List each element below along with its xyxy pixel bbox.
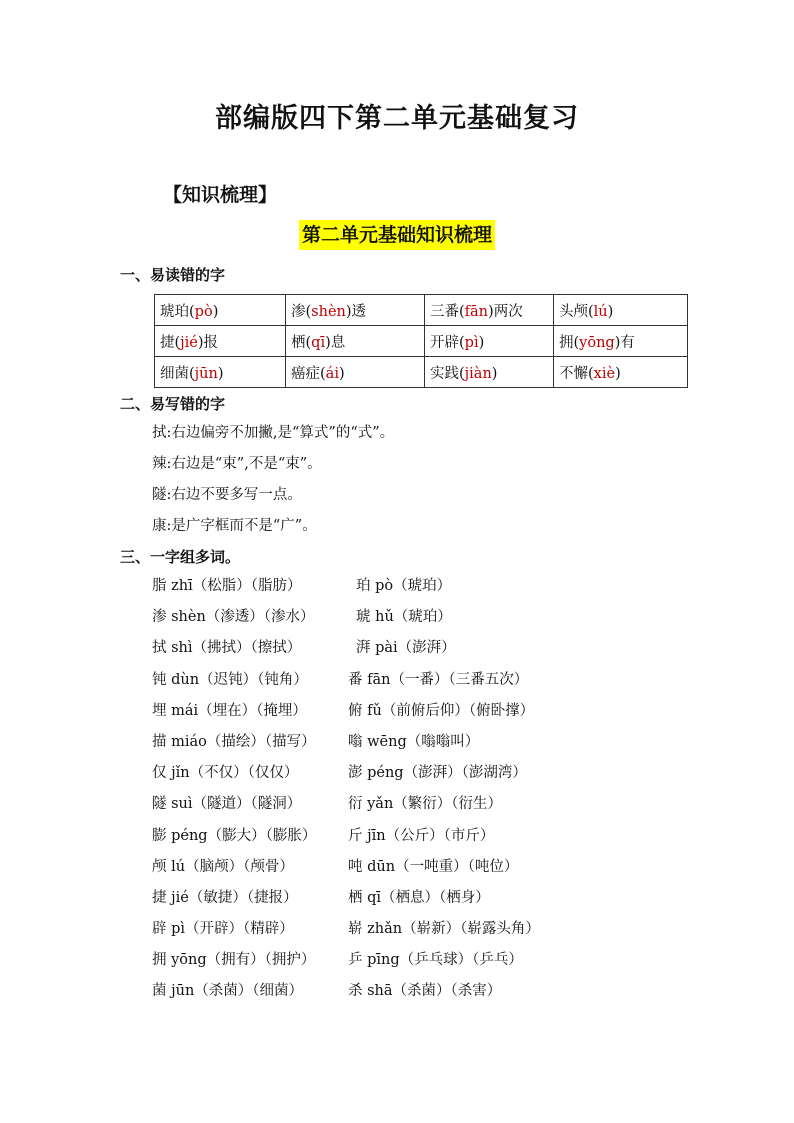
table-cell (286, 357, 425, 388)
word-group-right: 俯 fǔ（前俯后仰）（俯卧撑） (348, 702, 535, 719)
word-group-right: 斤 jīn（公斤）（市斤） (348, 827, 495, 844)
word-text: ) (478, 334, 485, 351)
word-group-row (152, 758, 612, 789)
word-group-left: 膨 péng（膨大）（膨胀） (152, 827, 317, 844)
page-title: 部编版四下第二单元基础复习 (215, 103, 579, 134)
word-group-left: 拭 shì（拂拭）（擦拭） (152, 640, 302, 657)
word-group-row (152, 945, 612, 976)
pinyin: ái (325, 365, 339, 382)
word-group-right: 乒 pīng（乒乓球）（乒乓） (348, 952, 523, 969)
table-row (155, 326, 688, 357)
word-group-row (152, 571, 612, 602)
word-text: 捷( (160, 334, 181, 351)
word-text: ) (607, 303, 614, 320)
word-group-row (152, 602, 612, 633)
word-group-left: 隧 suì（隧道）（隧洞） (152, 796, 302, 813)
word-group-left: 菌 jūn（杀菌）（细菌） (152, 983, 304, 1000)
word-text: 细菌( (160, 365, 195, 382)
word-group-right: 珀 pò（琥珀） (356, 578, 452, 594)
pinyin: jié (180, 334, 198, 351)
word-text: ) (338, 365, 345, 382)
word-group-row (152, 821, 612, 852)
pinyin: xiè (593, 365, 616, 382)
table-cell (286, 295, 425, 326)
pinyin: qī (311, 334, 326, 351)
table-cell (286, 326, 425, 357)
pinyin: shèn (311, 303, 346, 320)
word-group-right: 澎 péng（澎湃）（澎湖湾） (348, 765, 527, 782)
word-text: 拥( (559, 334, 580, 351)
word-group-left: 描 miáo（描绘）（描写） (152, 733, 316, 750)
word-group-left: 脂 zhī（松脂）（脂肪） (152, 578, 302, 594)
word-text: 三番( (430, 303, 465, 320)
word-group-row (152, 696, 612, 727)
word-group-row (152, 789, 612, 820)
word-group-right: 衍 yǎn（繁衍）（衍生） (348, 796, 503, 813)
word-group-left: 颅 lú（脑颅）（颅骨） (152, 858, 294, 875)
word-group-row (152, 665, 612, 696)
word-group-left: 辟 pì（开辟）（精辟） (152, 921, 294, 938)
subtitle-wrap (0, 220, 794, 250)
word-text: 栖( (291, 334, 312, 351)
word-group-left: 埋 mái（埋在）（掩埋） (152, 702, 307, 719)
table-cell (155, 357, 286, 388)
writing-notes-list (152, 418, 394, 542)
word-group-right: 琥 hǔ（琥珀） (356, 609, 452, 626)
word-text: 开辟( (430, 334, 465, 351)
word-text: ) (491, 365, 498, 382)
table-cell (425, 295, 554, 326)
word-text: 不懈( (559, 365, 594, 382)
pinyin: yōng (579, 334, 615, 351)
word-text: )息 (325, 334, 346, 351)
word-group-row (152, 976, 612, 1007)
table-row (155, 357, 688, 388)
pinyin: lú (593, 303, 608, 320)
word-group-row (152, 914, 612, 945)
word-text: )有 (614, 334, 635, 351)
word-text: )报 (197, 334, 219, 351)
table-cell (155, 295, 286, 326)
word-group-right: 嗡 wēng（嗡嗡叫） (348, 733, 480, 750)
writing-note: 拭:右边偏旁不加撇,是“算式”的“式”。 (152, 425, 395, 441)
pinyin: pì (464, 334, 479, 351)
word-text: 头颅( (559, 303, 594, 320)
subtitle-highlight: 第二单元基础知识梳理 (299, 220, 495, 250)
table-cell (425, 326, 554, 357)
word-group-row (152, 883, 612, 914)
word-group-right: 吨 dūn（一吨重）（吨位） (348, 858, 519, 875)
writing-note: 隧:右边不要多写一点。 (152, 487, 302, 503)
pinyin: fān (464, 303, 489, 320)
word-group-right: 杀 shā（杀菌）（杀害） (348, 983, 502, 1000)
table-cell (425, 357, 554, 388)
word-group-left: 拥 yōng（拥有）（拥护） (152, 952, 316, 969)
heading-writing: 二、易写错的字 (120, 395, 226, 413)
word-group-row (152, 633, 612, 664)
word-text: 癌症( (291, 365, 326, 382)
pinyin: jūn (194, 365, 218, 382)
word-text: ) (217, 365, 224, 382)
word-group-left: 渗 shèn（渗透）（渗水） (152, 609, 315, 626)
word-group-right: 栖 qī（栖息）（栖身） (348, 889, 490, 906)
section-label: 【知识梳理】 (163, 184, 278, 206)
word-text: 渗( (291, 303, 312, 320)
word-group-row (152, 852, 612, 883)
word-text: 琥珀( (160, 303, 195, 320)
writing-note: 辣:右边是“束”,不是“束”。 (152, 456, 322, 472)
table-cell (155, 326, 286, 357)
table-cell (554, 326, 688, 357)
table-cell (554, 295, 688, 326)
word-text: )两次 (488, 303, 523, 320)
heading-reading: 一、易读错的字 (120, 266, 226, 284)
pinyin: pò (194, 303, 213, 320)
pinyin: jiàn (464, 365, 492, 382)
word-text: ) (212, 303, 219, 320)
word-group-right: 湃 pài（澎湃） (356, 640, 456, 657)
table-row (155, 295, 688, 326)
word-group-left: 钝 dùn（迟钝）（钝角） (152, 671, 308, 688)
word-group-right: 番 fān（一番）（三番五次） (348, 671, 529, 688)
word-group-row (152, 727, 612, 758)
word-text: ) (615, 365, 621, 382)
word-group-right: 崭 zhǎn（崭新）（崭露头角） (348, 921, 540, 938)
word-group-left: 捷 jié（敏捷）（捷报） (152, 889, 298, 906)
word-group-left: 仅 jǐn（不仅）（仅仅） (152, 765, 299, 782)
heading-word-groups: 三、一字组多词。 (120, 548, 241, 566)
writing-note: 康:是广字框而不是“广”。 (152, 518, 317, 534)
word-text: )透 (345, 303, 367, 320)
word-text: 实践( (430, 365, 465, 382)
reading-table (154, 294, 688, 388)
word-groups-list (152, 571, 612, 1008)
table-cell (554, 357, 688, 388)
